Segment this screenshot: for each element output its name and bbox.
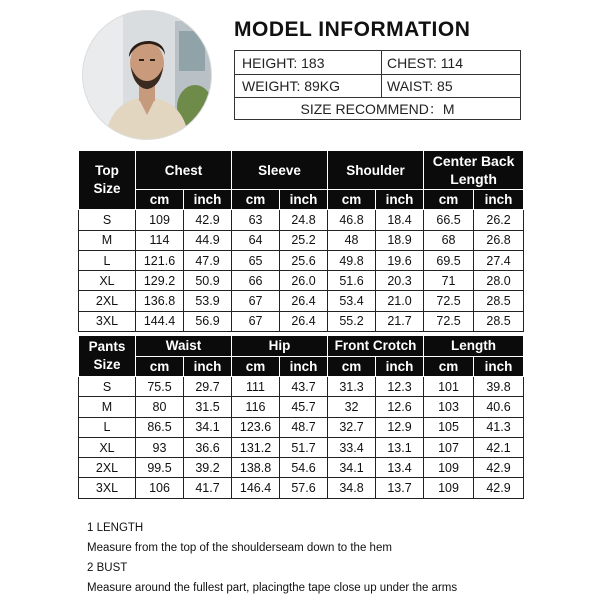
value-cell: 54.6 bbox=[280, 458, 328, 478]
model-information-grid bbox=[234, 50, 521, 120]
value-cell: 146.4 bbox=[232, 478, 280, 498]
top-size-table bbox=[78, 150, 524, 332]
value-cell: 13.4 bbox=[376, 458, 424, 478]
value-cell: 24.8 bbox=[280, 210, 328, 230]
pants-size-header bbox=[79, 336, 136, 377]
value-cell: 32.7 bbox=[328, 417, 376, 437]
value-cell: 64 bbox=[232, 230, 280, 250]
value-cell: 72.5 bbox=[424, 311, 474, 331]
value-cell: 25.2 bbox=[280, 230, 328, 250]
value-cell: 86.5 bbox=[136, 417, 184, 437]
value-cell: 41.3 bbox=[474, 417, 524, 437]
value-cell: 18.4 bbox=[376, 210, 424, 230]
note-length-text: Measure from the top of the shoulderseam down to the hem bbox=[87, 542, 392, 554]
size-recommend-label: SIZE RECOMMEND： bbox=[300, 100, 443, 117]
value-cell: 138.8 bbox=[232, 458, 280, 478]
value-cell: 53.4 bbox=[328, 291, 376, 311]
value-cell: 51.6 bbox=[328, 271, 376, 291]
value-cell: 116 bbox=[232, 397, 280, 417]
note-length-title: 1 LENGTH bbox=[87, 522, 144, 534]
value-cell: 12.3 bbox=[376, 377, 424, 397]
value-cell: 40.6 bbox=[474, 397, 524, 417]
value-cell: 72.5 bbox=[424, 291, 474, 311]
value-cell: 13.1 bbox=[376, 437, 424, 457]
pants-size-header-line2: Size bbox=[93, 357, 121, 372]
value-cell: 42.9 bbox=[474, 478, 524, 498]
value-cell: 53.9 bbox=[184, 291, 232, 311]
value-cell: 131.2 bbox=[232, 437, 280, 457]
size-recommend-value: M bbox=[442, 100, 455, 117]
height-value: 183 bbox=[301, 54, 325, 71]
top-size-header bbox=[79, 151, 136, 210]
unit-cm: cm bbox=[136, 190, 184, 210]
value-cell: 66.5 bbox=[424, 210, 474, 230]
value-cell: 27.4 bbox=[474, 250, 524, 270]
waist-label: WAIST: bbox=[387, 77, 434, 94]
value-cell: 28.5 bbox=[474, 311, 524, 331]
value-cell: 80 bbox=[136, 397, 184, 417]
unit-cm: cm bbox=[136, 356, 184, 377]
waist-column-header: Waist bbox=[136, 336, 232, 357]
value-cell: 34.1 bbox=[328, 458, 376, 478]
value-cell: 39.8 bbox=[474, 377, 524, 397]
height-label: HEIGHT: bbox=[242, 54, 298, 71]
value-cell: 48.7 bbox=[280, 417, 328, 437]
value-cell: 29.7 bbox=[184, 377, 232, 397]
value-cell: 51.7 bbox=[280, 437, 328, 457]
value-cell: 50.9 bbox=[184, 271, 232, 291]
value-cell: 31.3 bbox=[328, 377, 376, 397]
center-back-length-line1: Center Back bbox=[432, 153, 515, 169]
value-cell: 93 bbox=[136, 437, 184, 457]
sleeve-column-header: Sleeve bbox=[232, 151, 328, 190]
table-row bbox=[79, 437, 524, 457]
size-cell: M bbox=[79, 230, 136, 250]
value-cell: 28.0 bbox=[474, 271, 524, 291]
table-row bbox=[79, 377, 524, 397]
value-cell: 107 bbox=[424, 437, 474, 457]
value-cell: 109 bbox=[424, 458, 474, 478]
value-cell: 56.9 bbox=[184, 311, 232, 331]
size-cell: S bbox=[79, 377, 136, 397]
value-cell: 66 bbox=[232, 271, 280, 291]
size-cell: L bbox=[79, 417, 136, 437]
value-cell: 65 bbox=[232, 250, 280, 270]
value-cell: 121.6 bbox=[136, 250, 184, 270]
value-cell: 21.7 bbox=[376, 311, 424, 331]
note-bust-title: 2 BUST bbox=[87, 562, 128, 574]
size-cell: S bbox=[79, 210, 136, 230]
table-row bbox=[79, 230, 524, 250]
value-cell: 26.0 bbox=[280, 271, 328, 291]
note-bust-text: Measure around the fullest part, placingthe tape close up under the arms bbox=[87, 582, 458, 594]
size-cell: 3XL bbox=[79, 478, 136, 498]
value-cell: 26.2 bbox=[474, 210, 524, 230]
value-cell: 20.3 bbox=[376, 271, 424, 291]
value-cell: 105 bbox=[424, 417, 474, 437]
table-row bbox=[79, 250, 524, 270]
waist-cell bbox=[387, 74, 453, 97]
size-cell: M bbox=[79, 397, 136, 417]
weight-label: WEIGHT: bbox=[242, 77, 301, 94]
shoulder-column-header: Shoulder bbox=[328, 151, 424, 190]
center-back-length-line2: Length bbox=[450, 171, 497, 187]
top-unit-row bbox=[79, 190, 524, 210]
unit-inch: inch bbox=[280, 356, 328, 377]
weight-value: 89KG bbox=[304, 77, 341, 94]
height-cell bbox=[242, 51, 324, 74]
value-cell: 48 bbox=[328, 230, 376, 250]
hip-column-header: Hip bbox=[232, 336, 328, 357]
value-cell: 18.9 bbox=[376, 230, 424, 250]
value-cell: 34.1 bbox=[184, 417, 232, 437]
value-cell: 12.6 bbox=[376, 397, 424, 417]
pants-unit-row bbox=[79, 356, 524, 377]
value-cell: 75.5 bbox=[136, 377, 184, 397]
value-cell: 26.8 bbox=[474, 230, 524, 250]
table-row bbox=[79, 458, 524, 478]
size-cell: L bbox=[79, 250, 136, 270]
unit-cm: cm bbox=[328, 356, 376, 377]
value-cell: 55.2 bbox=[328, 311, 376, 331]
waist-value: 85 bbox=[437, 77, 453, 94]
value-cell: 33.4 bbox=[328, 437, 376, 457]
value-cell: 12.9 bbox=[376, 417, 424, 437]
value-cell: 21.0 bbox=[376, 291, 424, 311]
value-cell: 103 bbox=[424, 397, 474, 417]
value-cell: 41.7 bbox=[184, 478, 232, 498]
value-cell: 129.2 bbox=[136, 271, 184, 291]
value-cell: 47.9 bbox=[184, 250, 232, 270]
value-cell: 57.6 bbox=[280, 478, 328, 498]
value-cell: 111 bbox=[232, 377, 280, 397]
value-cell: 109 bbox=[136, 210, 184, 230]
value-cell: 42.1 bbox=[474, 437, 524, 457]
value-cell: 42.9 bbox=[184, 210, 232, 230]
value-cell: 136.8 bbox=[136, 291, 184, 311]
pants-size-header-line1: Pants bbox=[88, 339, 126, 354]
value-cell: 101 bbox=[424, 377, 474, 397]
unit-cm: cm bbox=[328, 190, 376, 210]
value-cell: 26.4 bbox=[280, 291, 328, 311]
table-row bbox=[79, 311, 524, 331]
value-cell: 67 bbox=[232, 311, 280, 331]
top-size-header-line2: Size bbox=[93, 181, 121, 197]
unit-inch: inch bbox=[474, 190, 524, 210]
value-cell: 43.7 bbox=[280, 377, 328, 397]
value-cell: 25.6 bbox=[280, 250, 328, 270]
value-cell: 123.6 bbox=[232, 417, 280, 437]
value-cell: 42.9 bbox=[474, 458, 524, 478]
value-cell: 109 bbox=[424, 478, 474, 498]
value-cell: 69.5 bbox=[424, 250, 474, 270]
center-back-length-column-header bbox=[424, 151, 524, 190]
weight-cell bbox=[242, 74, 340, 97]
unit-cm: cm bbox=[232, 190, 280, 210]
value-cell: 71 bbox=[424, 271, 474, 291]
length-column-header: Length bbox=[424, 336, 524, 357]
size-cell: XL bbox=[79, 437, 136, 457]
chest-value: 114 bbox=[440, 54, 464, 71]
unit-inch: inch bbox=[184, 356, 232, 377]
size-cell: 3XL bbox=[79, 311, 136, 331]
table-row bbox=[79, 210, 524, 230]
unit-inch: inch bbox=[184, 190, 232, 210]
value-cell: 44.9 bbox=[184, 230, 232, 250]
value-cell: 67 bbox=[232, 291, 280, 311]
chest-column-header: Chest bbox=[136, 151, 232, 190]
size-cell: 2XL bbox=[79, 291, 136, 311]
front-crotch-column-header: Front Crotch bbox=[328, 336, 424, 357]
unit-cm: cm bbox=[424, 190, 474, 210]
value-cell: 68 bbox=[424, 230, 474, 250]
value-cell: 144.4 bbox=[136, 311, 184, 331]
table-row bbox=[79, 397, 524, 417]
top-size-header-line1: Top bbox=[95, 163, 119, 179]
chest-label: CHEST: bbox=[387, 54, 437, 71]
unit-inch: inch bbox=[474, 356, 524, 377]
unit-cm: cm bbox=[232, 356, 280, 377]
value-cell: 49.8 bbox=[328, 250, 376, 270]
model-information-title: MODEL INFORMATION bbox=[234, 18, 471, 41]
value-cell: 34.8 bbox=[328, 478, 376, 498]
unit-inch: inch bbox=[376, 190, 424, 210]
pants-size-table bbox=[78, 335, 524, 499]
table-row bbox=[79, 291, 524, 311]
value-cell: 26.4 bbox=[280, 311, 328, 331]
value-cell: 19.6 bbox=[376, 250, 424, 270]
table-row bbox=[79, 271, 524, 291]
unit-cm: cm bbox=[424, 356, 474, 377]
value-cell: 45.7 bbox=[280, 397, 328, 417]
value-cell: 13.7 bbox=[376, 478, 424, 498]
size-cell: XL bbox=[79, 271, 136, 291]
value-cell: 106 bbox=[136, 478, 184, 498]
model-photo-illustration bbox=[83, 11, 211, 139]
value-cell: 39.2 bbox=[184, 458, 232, 478]
value-cell: 46.8 bbox=[328, 210, 376, 230]
size-cell: 2XL bbox=[79, 458, 136, 478]
unit-inch: inch bbox=[376, 356, 424, 377]
model-photo bbox=[82, 10, 212, 140]
value-cell: 32 bbox=[328, 397, 376, 417]
value-cell: 63 bbox=[232, 210, 280, 230]
size-recommend-cell bbox=[235, 97, 520, 120]
table-row bbox=[79, 478, 524, 498]
unit-inch: inch bbox=[280, 190, 328, 210]
value-cell: 36.6 bbox=[184, 437, 232, 457]
chest-cell bbox=[387, 51, 463, 74]
value-cell: 28.5 bbox=[474, 291, 524, 311]
table-row bbox=[79, 417, 524, 437]
value-cell: 31.5 bbox=[184, 397, 232, 417]
value-cell: 114 bbox=[136, 230, 184, 250]
value-cell: 99.5 bbox=[136, 458, 184, 478]
